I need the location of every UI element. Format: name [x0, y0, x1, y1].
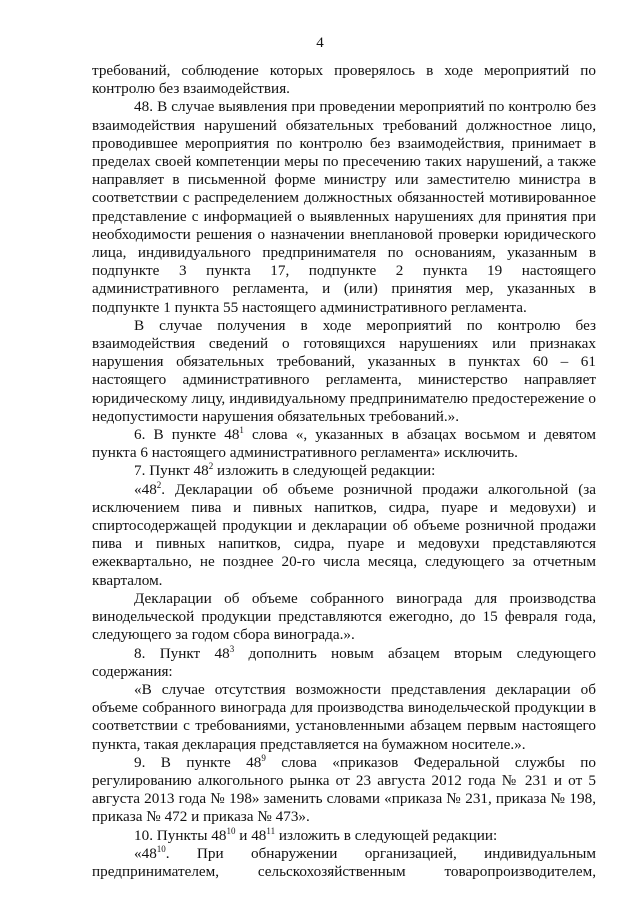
- item-6-superscript: 1: [239, 425, 244, 436]
- item-10-superscript-1: 10: [226, 825, 236, 836]
- paragraph-item-6: [92, 426, 596, 462]
- item-10-superscript-2: 11: [266, 825, 276, 836]
- paragraph-warning: В случае получения в ходе мероприятий по контролю без взаимодействия сведений о готовящихся нарушениях или признаках нарушения обязательных требований, указанных в пунктах 60 – 61 настоящего административного регламента, министерство направляет юридическому лицу, индивидуальному предпринимателю предостережение о недопустимости нарушения обязательных требований.».: [92, 316, 596, 425]
- item-9-text-before: 9. В пункте 48: [134, 753, 262, 771]
- paragraph-paper-declaration: «В случае отсутствия возможности представления декларации об объеме собранного винограда для производства винодельческой продукции в соответствии с требованиями, установленными абзацем первым настоящего пункта, такая декларация представляется на бумажном носителе.».: [92, 680, 596, 753]
- item-7-superscript: 2: [208, 461, 214, 472]
- document-body: [92, 62, 596, 881]
- paragraph-item-8: [92, 645, 596, 681]
- point-48-10-superscript: 10: [156, 843, 166, 854]
- item-7-text-before: 7. Пункт 48: [134, 462, 209, 480]
- paragraph-grape-declarations: Декларации об объеме собранного винограда для производства винодельческой продукции представляются ежегодно, до 15 февраля года, следующего за годом сбора винограда.».: [92, 589, 596, 644]
- paragraph-item-10: [92, 827, 596, 845]
- point-48-2-text-after: . Декларации об объеме розничной продажи алкогольной (за исключением пива и пивных напитков, сидра, пуаре и медовухи) и спиртосодержащей продукции и декларации об объеме розничной продажи пива и пивных напитков, сидра, пуаре и медовухи представляются ежеквартально, не позднее 20-го числа месяца, следующего за отчетным кварталом.: [92, 480, 596, 589]
- paragraph-point-48-2: [92, 481, 596, 590]
- item-10-text-middle: и 48: [235, 826, 267, 844]
- point-48-2-superscript: 2: [156, 479, 162, 490]
- item-9-superscript: 9: [261, 752, 266, 763]
- item-6-text-before: 6. В пункте 48: [134, 426, 240, 444]
- paragraph-item-7: [92, 462, 596, 480]
- point-48-10-text-after: . При обнаружении организацией, индивидуальным предпринимателем, сельскохозяйственным товаропроизводителем,: [92, 844, 596, 880]
- point-48-10-text-before: «48: [134, 844, 157, 862]
- paragraph-item-9: [92, 754, 596, 827]
- item-9-text-after: слова «приказов Федеральной службы по регулированию алкогольного рынка от 23 августа 2012 года № 231 и от 5 августа 2013 года № 198» заменить словами «приказа № 231, приказа № 198, приказа № 472 и приказа № 473».: [92, 753, 596, 826]
- paragraph-point-48-10: [92, 845, 596, 881]
- point-48-2-text-before: «48: [134, 480, 157, 498]
- paragraph-point-48: 48. В случае выявления при проведении мероприятий по контролю без взаимодействия нарушений обязательных требований должностное лицо, проводившее мероприятия по контролю без взаимодействия, принимает в пределах своей компетенции меры по пресечению таких нарушений, а также направляет в письменной форме министру или заместителю министра в соответствии с распределением должностных обязанностей мотивированное представление с информацией о выявленных нарушениях для принятия при необходимости решения о назначении внеплановой проверки юридического лица, индивидуального предпринимателя по основаниям, указанным в подпункте 3 пункта 17, подпункте 2 пункта 19 настоящего административного регламента, и (или) принятия мер, указанных в подпункте 1 пункта 55 настоящего административного регламента.: [92, 98, 596, 316]
- item-10-text-after: изложить в следующей редакции:: [275, 826, 498, 844]
- item-7-text-after: изложить в следующей редакции:: [213, 462, 436, 480]
- item-8-superscript: 3: [229, 643, 235, 654]
- paragraph-continuation: требований, соблюдение которых проверялось в ходе мероприятий по контролю без взаимодействия.: [92, 62, 596, 98]
- item-8-text-before: 8. Пункт 48: [134, 644, 230, 662]
- item-6-text-after: слова «, указанных в абзацах восьмом и девятом пункта 6 настоящего административного регламента» исключить.: [92, 426, 596, 462]
- item-8-text-after: дополнить новым абзацем вторым следующего содержания:: [92, 644, 596, 680]
- page-number: 4: [316, 35, 324, 51]
- item-10-text-before: 10. Пункты 48: [134, 826, 227, 844]
